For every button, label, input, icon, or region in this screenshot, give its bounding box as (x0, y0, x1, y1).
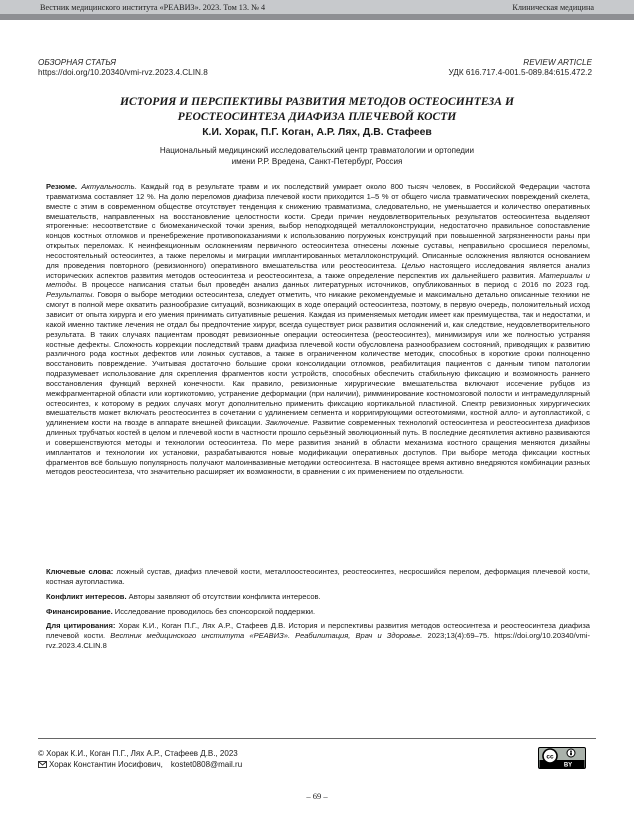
affiliation-line: имени Р.Р. Вредена, Санкт-Петербург, Россия (231, 156, 403, 166)
methods-text: В процессе написания статьи был проведён анализ данных литературных источников, опубликованных в период с 2016 по 2023 год. (81, 280, 590, 290)
funding (46, 607, 590, 617)
aim-label: Целью (401, 260, 425, 270)
abstract-label: Резюме. (46, 182, 78, 191)
citation (46, 621, 590, 651)
article-type-ru: ОБЗОРНАЯ СТАТЬЯ (38, 58, 116, 67)
affiliation-line: Национальный медицинский исследовательский центр травматологии и ортопедии (159, 146, 475, 155)
keywords (46, 567, 590, 587)
citation-journal: Вестник медицинского института «РЕАВИЗ». Реабилитация, Врач и Здоровье. (110, 630, 423, 640)
relevance-text: Каждый год в результате травм и их последствий умирает около 800 тысяч человек, в Российской Федерации частота травматизма составляет 12 %. На долю переломов диафиза плечевой кости приходится 1–5 % от общего числа травматических повреждений скелета, вместе с этим в современном обществе отсутствует тенденция к снижению травматизма, следовательно, не уменьшается и количество оперативных вмешательств, направленных на восстановление целостности кости. Среди причин неудовлетворительных результатов остеосинтеза выделяют ятрогенные: несоответствие с биомеханической точки зрения, выбор неподходящей металлоконструкции, недостаточно правильное сопоставление концов костных отломков и пренебрежение противопоказаниями к использованию погружных конструкций при повышенной загрязненности раны при открытых переломах. К неинфекционным осложнениям первичного остеосинтеза отнесены ложные суставы, неправильно сросшиеся переломы, несостоятельный остеосинтез, а также переломы и миграции имплантированных металлоконструкций. Описанные осложнения являются основанием для проведения повторного (ревизионного) оперативного вмешательства или реостеосинтеза. (46, 182, 590, 270)
cc-mark: cc (546, 753, 554, 761)
results-label: Результаты. (46, 290, 95, 300)
conflict-of-interest (46, 592, 590, 602)
results-text: Говоря о выборе методики остеосинтеза, следует отметить, что никакие рекомендуемые и максимально детально описанные техники не смогут в полной мере охватить разнообразие ситуаций, возникающих в ходе операций остеосинтеза, поэтому, в первую очередь, положительный исход зависит от опыта хирурга и его умения принимать ситуативные решения. Каждая из применяемых методик имеет как преимущества, так и недостатки, и какой именно тактике лечения не отдал бы предпочтение хирург, всегда существует риск развития осложнений и, как следствие, неудовлетворительного результата. В таких случаях пациентам проводят ревизионные операции остеосинтеза (реостеосинтез), минимизируя или же полностью устраняя костные дефекты. Сложность коррекции последствий травм диафиза плечевой кости обусловлена разнообразием состояний, приводящих к развитию различного рода костных дефектов или ложных суставов, а также в ограниченном количестве методик, способных в короткие сроки полноценно восстановить повреждение. Учитывая достаточно большие сроки консолидации отломков, реабилитация пациентов с данным типом патологии подразумевает использование для скрепления фрагментов кости устройств, способных обеспечить стабильную фиксацию и возможность раннего восстановления функций верхней конечности. Как правило, ревизионные хирургические вмешательства включают иссечение рубцов из межфрагментарной области или кортикотомию, устранение деформации (при наличии), римминирование костномозговой полости и интрамедуллярный остеосинтез, к которому в редких случаях могут дополнительно применить фиксацию кортикальной пластиной. Спектр ревизионных хирургических вмешательств может включать реостеосинтез в сочетании с удлинением сегмента и корригирующими остеотомиями, костной алло- и аутопластикой, с удлинением кости на гвозде в аппарате внешней фиксации. (46, 290, 590, 428)
abstract (46, 182, 590, 477)
by-mark: BY (563, 762, 573, 769)
conflict-text: Авторы заявляют об отсутствии конфликта интересов. (128, 592, 321, 601)
header-bar (0, 14, 634, 20)
funding-label: Финансирование. (46, 607, 113, 616)
authors: К.И. Хорак, П.Г. Коган, А.Р. Лях, Д.В. Стафеев (202, 127, 432, 138)
conflict-label: Конфликт интересов. (46, 592, 127, 601)
citation-label: Для цитирования: (46, 621, 116, 630)
contact (38, 760, 250, 769)
article-title: ИСТОРИЯ И ПЕРСПЕКТИВЫ РАЗВИТИЯ МЕТОДОВ ОСТЕОСИНТЕЗА И РЕОСТЕОСИНТЕЗА ДИАФИЗА ПЛЕЧЕВОЙ КОСТИ (120, 95, 514, 123)
mail-icon (38, 761, 47, 768)
article-meta-left (38, 58, 208, 78)
copyright: © Хорак К.И., Коган П.Г., Лях А.Р., Стафеев Д.В., 2023 (38, 749, 238, 758)
citation-text: Хорак К.И., Коган П.Г., Лях А.Р., Стафеев Д.В. История и перспективы развития методов остеосинтеза и реостеосинтеза диафиза плечевой кости. (46, 621, 590, 640)
journal-name: Вестник медицинского института «РЕАВИЗ». 2023. Том 13. № 4 (40, 3, 266, 12)
udk-code: УДК 616.717.4-001.5-089.84:615.472.2 (448, 68, 592, 77)
conclusion-label: Заключение. (265, 418, 310, 428)
aim-text: настоящего исследования является анализ исторических аспектов развития методов остеосинтеза и реостеосинтеза, а также определение перспектив их дальнейшего развития. (46, 260, 590, 280)
relevance-label: Актуальность. (81, 182, 137, 191)
running-header (0, 0, 634, 20)
section-name: Клиническая медицина (512, 3, 594, 12)
article-meta-right (448, 58, 592, 78)
footer-divider (38, 738, 596, 739)
article-type-en: REVIEW ARTICLE (523, 58, 592, 67)
doi-link[interactable]: https://doi.org/10.20340/vmi-rvz.2023.4.CLIN.8 (38, 68, 208, 77)
contact-name: Хорак Константин Иосифович, (49, 760, 163, 769)
funding-text: Исследование проводилось без спонсорской поддержки. (114, 607, 316, 616)
methods-label: Материалы и методы. (46, 270, 590, 290)
keywords-label: Ключевые слова: (46, 567, 114, 576)
cc-by-license-icon[interactable] (538, 747, 586, 769)
contact-email[interactable]: kostet0808@mail.ru (170, 760, 243, 769)
affiliation (150, 146, 484, 167)
keywords-text: ложный сустав, диафиз плечевой кости, металлоостеосинтез, реостеосинтез, несросшийся перелом, деформация плечевой кости, костная аутопластика. (46, 567, 590, 586)
conclusion-text: Развитие современных технологий остеосинтеза и реостеосинтеза диафизов длинных трубчатых костей в целом и плечевой кости в частности прошло серьёзный эволюционный путь. В последние десятилетия активно развиваются и совершенствуются методы и технологии остеосинтеза. По мере развития знаний в области механизма костного сращения меняются дизайны имплантатов и технологии их установки, разрабатываются новые модификации оперативных доступов. При выборе метода фиксации костных фрагментов всё большую популярность получают малоинвазивные методики остеосинтеза. В настоящее время активно внедряются комбинации разных методов реостеосинтеза, что значительно расширяет их возможности, в сравнении с их применением по отдельности. (46, 418, 590, 477)
citation-tail[interactable]: 2023;13(4):69–75. https://doi.org/10.20340/vmi-rvz.2023.4.CLIN.8 (46, 630, 590, 650)
page-number: – 69 – (306, 791, 328, 801)
